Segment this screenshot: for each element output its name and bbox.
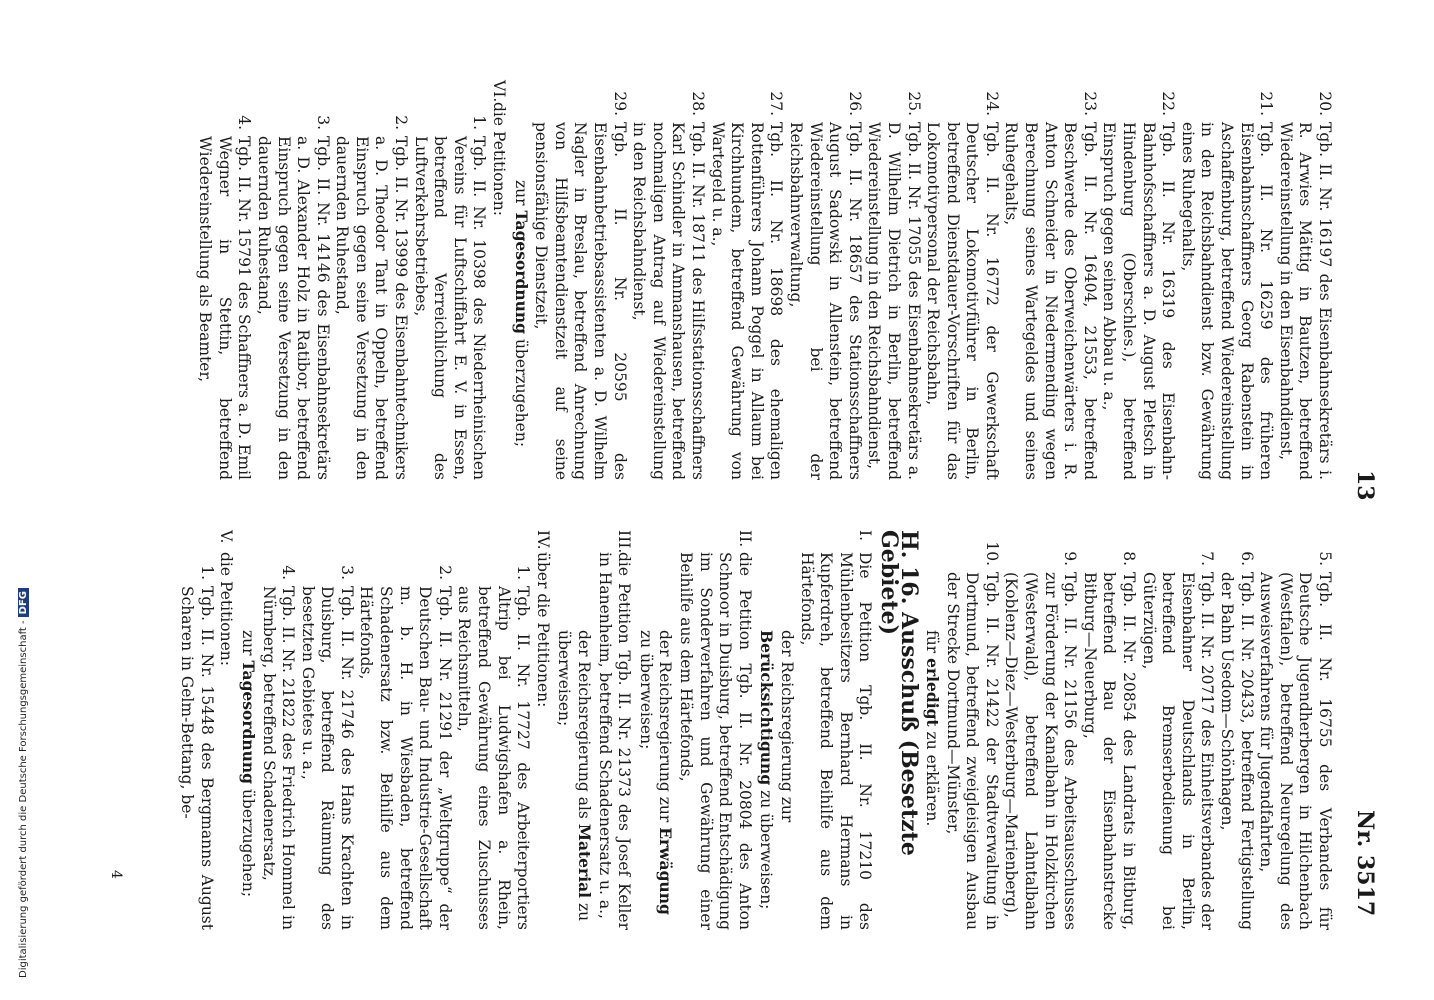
list-item bbox=[253, 80, 331, 480]
item-text: Tgb. II. Nr. 13999 des Eisenbahntechnikers a. D. Theodor Tant in Oppeln, betreffend Einspruch gegen seine Versetzung in den dauernden Ruhestand, bbox=[333, 136, 411, 480]
item-number: 2. bbox=[435, 565, 454, 580]
item-number: 24. bbox=[982, 91, 1001, 116]
section-i-action: der Reichsregierung zur Berücksichtigung zu überweisen; bbox=[757, 630, 796, 910]
list-item bbox=[1256, 530, 1334, 930]
item-number: 3. bbox=[337, 565, 356, 580]
item-text: Tgb. II. Nr. 20854 des Landrats in Bitburg, betreffend Bau der Eisenbahnstrecke Bitburg—Neuerburg, bbox=[1080, 572, 1139, 930]
iv-items bbox=[258, 530, 532, 930]
item-number: 25. bbox=[904, 91, 923, 116]
section-i: I. Die Petition Tgb. II. Nr. 17210 des Mühlenbesitzers Bernhard Hermans in Kupferdreh, betreffend Beihilfe aus dem Härtefonds, bbox=[797, 530, 875, 930]
page-number: 13 bbox=[1352, 470, 1378, 501]
erledigt-line: für erledigt zu erklären. bbox=[923, 630, 943, 827]
list-item bbox=[1079, 530, 1138, 930]
item-text: Tgb. II. Nr. 18657 des Stationsschaffners August Sadowski in Allenstein, betreffend Wiedereinstellung bei der Reichsbahnverwaltung, bbox=[786, 122, 864, 480]
tagesordnung-line-left: zur Tagesordnung überzugehen; bbox=[511, 180, 531, 448]
item-text: Tgb. II. Nr. 16197 des Eisenbahnsekretärs i. R. Arwies Mättig in Bautzen, betreffend Wiedereinstellung in den Eisenbahndienst, bbox=[1276, 122, 1334, 480]
item-number: 20. bbox=[1316, 91, 1334, 116]
section-heading: H. 16. Ausschuß (Besetzte Gebiete) bbox=[875, 530, 922, 856]
section-v: V. die Petitionen: bbox=[217, 530, 236, 666]
item-text: Tgb. II. Nr. 21746 des Hans Krachten in Duisburg, betreffend Räumung des besetzten Gebietes u. a., bbox=[298, 586, 356, 930]
item-text: Tgb. II. Nr. 16772 der Gewerkschaft Deutscher Lokomotivführer in Berlin, betreffend Dienstdauer-Vorschriften für das Lokomotivpersonal der Reichsbahn, bbox=[924, 122, 1001, 480]
item-text: Tgb. II. Nr. 20433, betreffend Fertigstellung der Bahn Usedom—Schönhagen, bbox=[1218, 572, 1256, 930]
signature-mark: 4 bbox=[108, 870, 124, 879]
item-text: Tgb. II. Nr. 16404, 21553, betreffend Beschwerde des Oberweichenwärters i. R. Anton Schneider in Niedermending wegen Berechnung seines Wartegeldes und seines Ruhegehalts, bbox=[1002, 122, 1099, 480]
item-number: 23. bbox=[1080, 91, 1099, 116]
item-number: 8. bbox=[1120, 551, 1139, 566]
section-ii: II. die Petition Tgb. II. Nr. 20804 des Anton Schnoor in Duisburg, betreffend Entschädigung im Sonderverfahren und Gewährung einer Beihilfe aus dem Härtefonds, bbox=[677, 530, 754, 930]
item-text: Tgb. II. Nr. 10398 des Niederrheinischen Vereins für Luftschiffahrt E. V. in Essen, betreffend Verreichlichung des Luftverkehrsbetriebes, bbox=[411, 136, 489, 480]
item-number: 4. bbox=[235, 115, 254, 130]
list-item bbox=[1275, 80, 1334, 480]
item-number: 21. bbox=[1257, 91, 1276, 116]
list-item bbox=[332, 80, 410, 480]
footer-text: Digitalisierung gefördert durch die Deutsche Forschungsgemeinschaft - bbox=[18, 620, 29, 978]
list-item bbox=[1099, 80, 1177, 480]
list-item bbox=[864, 80, 923, 480]
right-items bbox=[942, 530, 1334, 930]
item-number: 29. bbox=[610, 91, 629, 116]
item-text: Tgb. II. Nr. 17055 des Eisenbahnsekretärs a. D. Wilhelm Dietrich in Berlin, betreffend Wiedereinstellung in den Reichsbahndienst, bbox=[865, 122, 923, 480]
list-item bbox=[923, 80, 1001, 480]
section-iii: III. die Petition Tgb. II. Nr. 21373 des Josef Keller in Hanenheim, betreffend Schadenersatz u. a., bbox=[595, 530, 634, 930]
section-iii-action: der Reichsregierung als Material zu überweisen; bbox=[555, 630, 595, 922]
item-number: 7. bbox=[1198, 551, 1217, 566]
document-number: Nr. 3517 bbox=[1352, 810, 1378, 917]
item-number: 28. bbox=[689, 91, 707, 116]
list-item bbox=[1177, 80, 1275, 480]
list-item bbox=[531, 80, 629, 480]
item-text: Tgb. II. Nr. 21822 des Friedrich Hommel in Nürnberg, betreffend Schadenersatz, bbox=[259, 586, 298, 930]
item-text: Tgb. II. Nr. 21422 der Stadtverwaltung in Dortmund, betreffend zweigleisigen Ausbau der Strecke Dortmund—Münster, bbox=[943, 572, 1001, 930]
section-vi: VI. die Petitionen: bbox=[490, 80, 509, 216]
item-text: Tgb. II. Nr. 16755 des Verbandes für Deutsche Jugendherbergen in Hilchenbach (Westfalen), betreffend Neuregelung des Ausweisverfahrens für Jugendfahrten, bbox=[1257, 572, 1334, 930]
item-number: 4. bbox=[279, 565, 298, 580]
item-text: Tgb. II. Nr. 16259 des früheren Eisenbahnschaffners Georg Rabenstein in Aschaffenburg, betreffend Wiedereinstellung in den Reichsbahndienst bzw. Gewährung eines Ruhegehalts, bbox=[1178, 122, 1276, 480]
item-number: 26. bbox=[845, 91, 864, 116]
list-item bbox=[1138, 530, 1216, 930]
item-text: Tgb. II. Nr. 18698 des ehemaligen Rottenführers Johann Poggel in Allaum bei Kirchhundem, betreffend Gewährung von Wartegeld u. a., bbox=[708, 122, 786, 480]
list-item bbox=[1001, 530, 1079, 930]
item-text: Tgb. II. Nr. 15448 des Bergmanns August Scharen in Gelm-Bettang, be- bbox=[178, 586, 216, 930]
item-text: Tgb. II. Nr. 18711 des Hilfsstationsschaffners Karl Schindler in Ammanshausen, betreffend nochmaligen Antrag auf Wiedereinstellung in den Reichsbahndienst, bbox=[630, 122, 707, 480]
list-item bbox=[942, 530, 1001, 930]
list-item bbox=[785, 80, 863, 480]
item-text: Tgb. II. Nr. 15791 des Schaffners a. D. Emil Wegner in Stettin, betreffend Wiedereinstellung als Beamter, bbox=[196, 136, 254, 480]
list-item bbox=[177, 530, 216, 930]
item-number: 9. bbox=[1061, 551, 1080, 566]
list-item bbox=[297, 530, 356, 930]
list-item bbox=[1216, 530, 1255, 930]
list-item bbox=[707, 80, 785, 480]
item-text: Tgb. II. Nr. 17727 des Arbeiterportiers Altrip bei Ludwigshafen a. Rhein, betreffend Gewährung eines Zuschusses aus Reichsmitteln, bbox=[455, 586, 533, 930]
footer-credit bbox=[18, 588, 29, 978]
item-text: Tgb. II. Nr. 21156 des Arbeitsausschusses zur Förderung der Kanalbahn in Holzkirchen (Westerwald), betreffend Lahntalbahn (Koblenz—Diez—Westerburg—Marienberg), bbox=[1002, 572, 1080, 930]
item-number: 2. bbox=[392, 115, 411, 130]
dfg-logo: DFG bbox=[18, 588, 29, 617]
item-number: 6. bbox=[1237, 551, 1256, 566]
vi-items bbox=[195, 80, 489, 480]
v-items bbox=[177, 530, 216, 930]
item-number: 10. bbox=[982, 541, 1001, 566]
item-number: 1. bbox=[197, 565, 216, 580]
item-number: 1. bbox=[514, 565, 533, 580]
list-item bbox=[1001, 80, 1099, 480]
section-iv: IV. über die Petitionen: bbox=[533, 530, 552, 708]
list-item bbox=[454, 530, 532, 930]
right-column bbox=[177, 530, 1334, 930]
section-iv-action: zur Tagesordnung überzugehen; bbox=[238, 630, 258, 898]
item-text: Tgb. II. Nr. 21291 der „Weltgruppe“ der Deutschen Bau- und Industrie-Gesellschaft m. b. H. in Wiesbaden, betreffend Schadenersatz bzw. Beihilfe aus dem Härtefonds, bbox=[357, 586, 454, 930]
item-number: 3. bbox=[313, 115, 332, 130]
item-number: 1. bbox=[470, 115, 489, 130]
item-text: Tgb. II. Nr. 20717 des Einheitsverbandes der Eisenbahner Deutschlands in Berlin, betreffend Bremserbedienung bei Güterzügen, bbox=[1139, 572, 1217, 930]
item-text: Tgb. II. Nr. 16319 des Eisenbahn-Bahnhofsschaffners a. D. August Pletsch in Hindenburg (Oberschles.), betreffend Einspruch gegen seinen Abbau u. a., bbox=[1100, 122, 1178, 480]
left-column bbox=[195, 80, 1334, 480]
item-number: 22. bbox=[1159, 91, 1178, 116]
list-item bbox=[258, 530, 297, 930]
left-items bbox=[531, 80, 1334, 480]
list-item bbox=[356, 530, 454, 930]
item-text: Tgb. II. Nr. 14146 des Eisenbahnsekretärs a. D. Alexander Holz in Ratibor, betreffend Einspruch gegen seine Versetzung in den dauernden Ruhestand, bbox=[254, 136, 332, 480]
list-item bbox=[195, 80, 254, 480]
item-text: Tgb. II. Nr. 20595 des Eisenbahnbetriebsassistenten a. D. Wilhelm Nagler in Breslau, betreffend Anrechnung von Hilfsbeamtendienstzeit auf seine pensionsfähige Dienstzeit, bbox=[532, 122, 629, 480]
section-ii-action: der Reichsregierung zur Erwägung zu überweisen; bbox=[636, 630, 676, 915]
list-item bbox=[410, 80, 488, 480]
item-number: 5. bbox=[1316, 551, 1334, 566]
item-number: 27. bbox=[767, 91, 786, 116]
list-item bbox=[629, 80, 707, 480]
